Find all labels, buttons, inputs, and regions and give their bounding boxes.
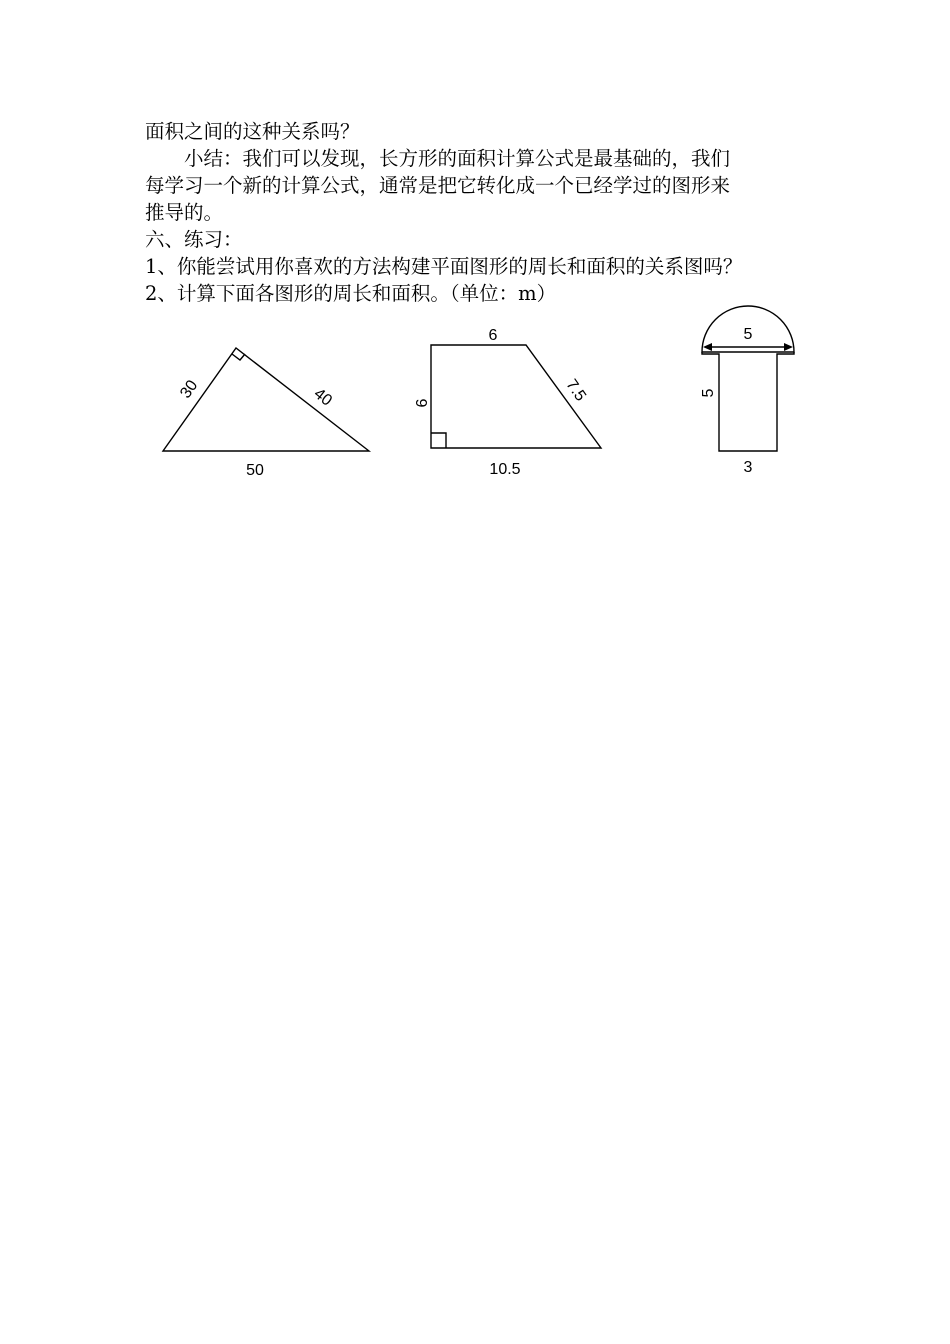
trapezoid-right-angle-mark — [431, 433, 446, 448]
figures — [0, 0, 950, 520]
triangle-base-label: 50 — [246, 462, 264, 479]
summary-line: 小结：我们可以发现，长方形的面积计算公式是最基础的，我们 — [184, 147, 731, 170]
trapezoid-figure — [414, 327, 601, 478]
stem-shape — [702, 352, 794, 451]
exercise-2: 2、计算下面各图形的周长和面积。（单位：m） — [145, 282, 557, 305]
text-line-4: 推导的。 — [145, 201, 224, 224]
triangle-shape — [163, 348, 369, 451]
section-heading-practice: 六、练习： — [145, 228, 243, 251]
text-line-3: 每学习一个新的计算公式，通常是把它转化成一个已经学过的图形来 — [145, 174, 731, 197]
composite-figure — [700, 306, 794, 476]
diameter-arrow-right — [784, 343, 793, 351]
trapezoid-height-label: 6 — [414, 398, 431, 408]
diameter-arrow-left — [703, 343, 712, 351]
right-angle-mark — [232, 354, 245, 360]
composite-width-label: 3 — [743, 459, 753, 476]
composite-height-label: 5 — [700, 388, 717, 398]
trapezoid-top-label: 6 — [488, 327, 498, 344]
triangle-right-side-label: 40 — [310, 385, 336, 410]
trapezoid-slant-label: 7.5 — [562, 376, 590, 405]
trapezoid-bottom-label: 10.5 — [489, 461, 521, 478]
triangle-left-side-label: 30 — [177, 377, 202, 402]
text-line-1: 面积之间的这种关系吗？ — [145, 120, 360, 143]
composite-diameter-label: 5 — [743, 326, 753, 343]
right-triangle-figure — [163, 348, 369, 479]
exercise-1: 1、你能尝试用你喜欢的方法构建平面图形的周长和面积的关系图吗？ — [145, 255, 743, 278]
